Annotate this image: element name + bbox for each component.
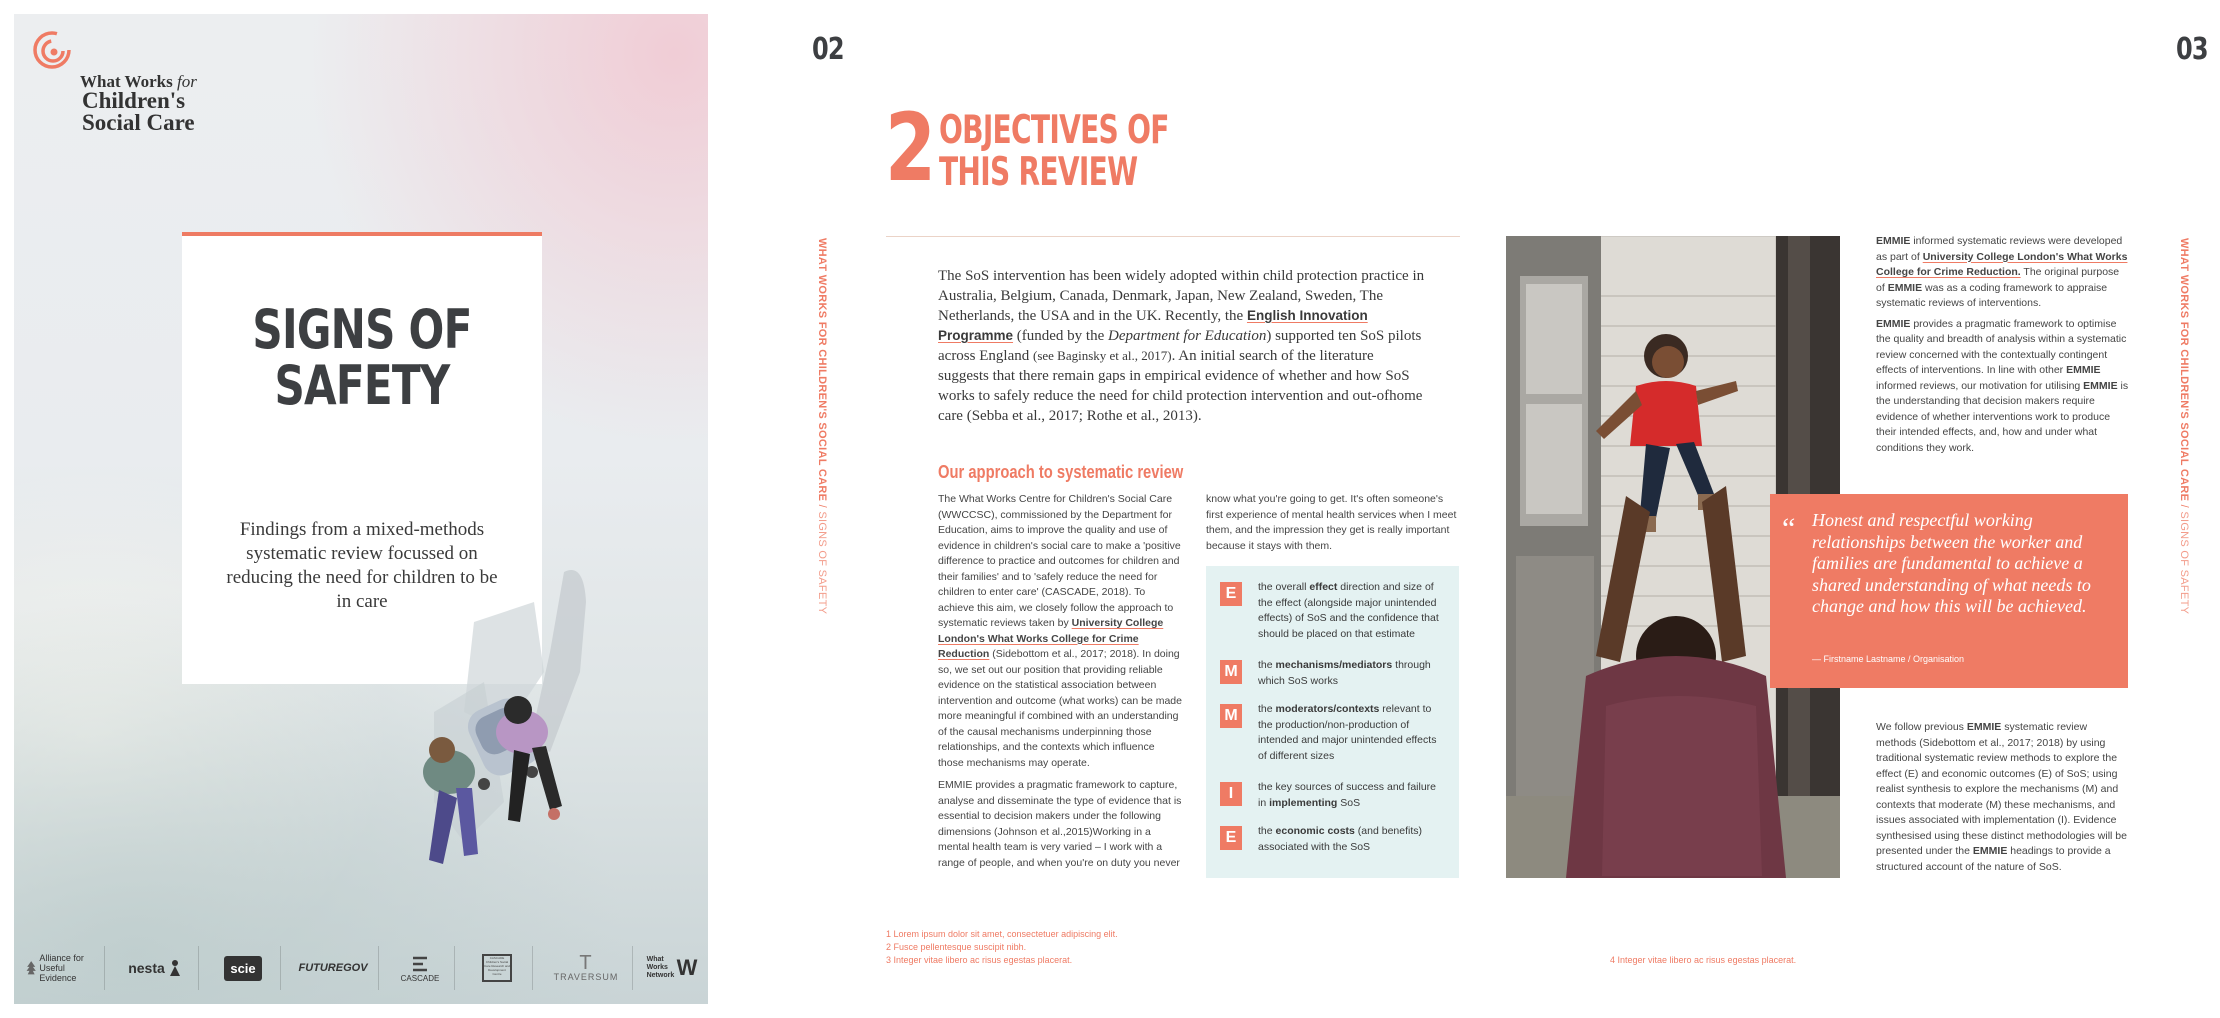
traversum-t-icon: T [579, 952, 593, 974]
partner-nesta[interactable]: nesta [112, 946, 199, 990]
quote-text: Honest and respectful working relationships between the worker and families are fundamental to achieve a shared understanding of what needs to change and how this will be achieved. [1812, 510, 2091, 616]
brand-line-1: What Works for [80, 72, 197, 91]
partner-cascade-centre[interactable]: CASCADE Children's Social Care Research and Development Centre [462, 946, 533, 990]
emmie-letter-badge: M [1220, 704, 1242, 728]
section-title: OBJECTIVES OF THIS REVIEW [939, 108, 1169, 195]
footnote-4: 4 Integer vitae libero ac risus egestas placerat. [1610, 955, 1797, 965]
footnote-1: 1 Lorem ipsum dolor sit amet, consectetuer adipiscing elit. [886, 929, 1118, 939]
partner-what-works-network[interactable]: What Works Network W [646, 955, 698, 980]
emmie-letter-badge: M [1220, 660, 1242, 684]
brand-logo[interactable] [32, 30, 212, 140]
english-innovation-programme-link[interactable]: English Innovation Programme [938, 308, 1368, 343]
emmie-letter-badge: E [1220, 826, 1242, 850]
spiral-logo-icon [32, 30, 72, 70]
intro-paragraph: The SoS intervention has been widely adopted within child protection practice in Australia, Belgium, Canada, Denmark, Japan, New Zealand, Sweden, The Netherlands, the USA and in the UK. Recently, the English Innovation Programme (funded by the Department for Education) supported ten SoS pilots across England (see Baginsky et al., 2017). An initial search of the literature suggests that there remain gaps in empirical evidence of whether and how SoS works to safely reduce the need for child protection intervention and out-ofhome care (Sebba et al., 2017; Rothe et al., 2013). [938, 268, 1425, 424]
partner-futuregov[interactable]: FUTUREGOV [288, 946, 379, 990]
partner-alliance-useful-evidence[interactable]: Alliance for Useful Evidence [26, 946, 105, 990]
emmie-methods-text: We follow previous EMMIE systematic review methods (Sidebottom et al., 2017; 2018) by using traditional systematic review methods to explore the effect (E) and economic outcomes (E) of SoS; using realist synthesis to explore the mechanisms (M) and contexts that moderate (M) these mechanisms, and issues associated with implementation (I). Evidence synthesised using these distinct methodologies will be presented under the EMMIE headings to provide a structured account of the nature of SoS. [1876, 721, 2127, 873]
quote-attribution: — Firstname Lastname / Organisation [1812, 654, 1965, 664]
footnote-2: 2 Fusce pellentesque suscipit nibh. [886, 942, 1027, 952]
ucl-crime-reduction-link-2[interactable]: University College London's What Works College for Crime Reduction. [1876, 250, 2128, 278]
partner-cascade[interactable]: CASCADE [386, 946, 455, 990]
cover-subtitle: Findings from a mixed-methods systematic review focussed on reducing the need for children to be in care [226, 519, 498, 612]
ucl-crime-reduction-link[interactable]: University College London's What Works College for Crime Reduction [938, 617, 1164, 660]
title-card [182, 232, 542, 464]
alliance-leaf-icon [26, 955, 36, 981]
emmie-dimensions-box: E the overall effect direction and size of the effect (alongside major unintended effects) of SoS and the confidence that should be placed on that estimate M the mechanisms/mediators through which SoS works M the moderators/contexts relevant to the production/non-production of intended and major unintended effects of different sizes I the key sources of success and failure in implementing SoS E the economic costs (and benefits) associated with the SoS [1206, 566, 1459, 878]
section-number: 2 [885, 94, 936, 203]
cascade-icon [411, 954, 429, 974]
partner-scie[interactable]: scie [206, 946, 281, 990]
pull-quote [1770, 494, 2128, 688]
section-divider [886, 236, 1460, 237]
footnotes-left [886, 928, 1118, 967]
approach-heading: Our approach to systematic review [938, 462, 1184, 482]
emmie-letter-badge: E [1220, 582, 1242, 606]
emmie-side-text: EMMIE informed systematic reviews were developed as part of University College London's What Works College for Crime Reduction. The original purpose of EMMIE was as a coding framework to appraise systematic reviews of interventions. EMMIE provides a pragmatic framework to optimise the quality and breadth of analysis within a systematic review concerned with the contextually contingent effects of interventions. In line with other EMMIE informed reviews, our motivation for utilising EMMIE is the understanding that decision makers require evidence of whether interventions work to produce their intended effects, and, how and under what conditions they work. [1876, 235, 2129, 454]
family-walking-illustration [414, 562, 674, 892]
page-number-right: 03 [2176, 32, 2208, 67]
footnote-3: 3 Integer vitae libero ac risus egestas placerat. [886, 955, 1073, 965]
emmie-letter-badge: I [1220, 782, 1242, 806]
cover-page [14, 14, 708, 1004]
what-works-w-icon: W [676, 955, 698, 980]
running-head-left: WHAT WORKS FOR CHILDREN'S SOCIAL CARE / SIGNS OF SAFETY [816, 238, 828, 615]
cover-title: SIGNS OF SAFETY [252, 298, 472, 417]
approach-column-2: know what you're going to get. It's often someone's first experience of mental health services when I meet them, and the impression they get is really important because it stays with them. [1206, 493, 1457, 552]
brand-line-2: Children's Social Care [82, 88, 195, 135]
approach-column-1: The What Works Centre for Children's Social Care (WWCCSC), commissioned by the Department for Education, aims to improve the quality and use of evidence in children's social care to make a 'positive difference to practice and outcomes for children and their families' and to 'safely reduce the need for children to enter care' (CASCADE, 2018). To achieve this aim, we closely follow the approach to systematic reviews taken by University College London's What Works College for Crime Reduction (Sidebottom et al., 2017; 2018). In doing so, we set out our position that providing reliable evidence on the statistical association between intervention and outcome (what works) can be made more meaningful if combined with an understanding of the causal mechanisms underpinning those relationships, and the contexts which influence those mechanisms may operate. EMMIE provides a pragmatic framework to capture, analyse and disseminate the type of evidence that is essential to decision makers under the following dimensions (Johnson et al.,2015)Working in a mental health team is very varied – I work with a range of people, and when you're on duty you never [938, 493, 1182, 869]
running-head-right: WHAT WORKS FOR CHILDREN'S SOCIAL CARE / SIGNS OF SAFETY [2178, 238, 2190, 615]
partner-traversum[interactable]: T TRAVERSUM [540, 946, 633, 990]
quote-mark-icon: “ [1782, 512, 1796, 545]
partner-logos [14, 934, 708, 1004]
nesta-figure-icon [168, 959, 182, 977]
page-number-left: 02 [812, 32, 844, 67]
